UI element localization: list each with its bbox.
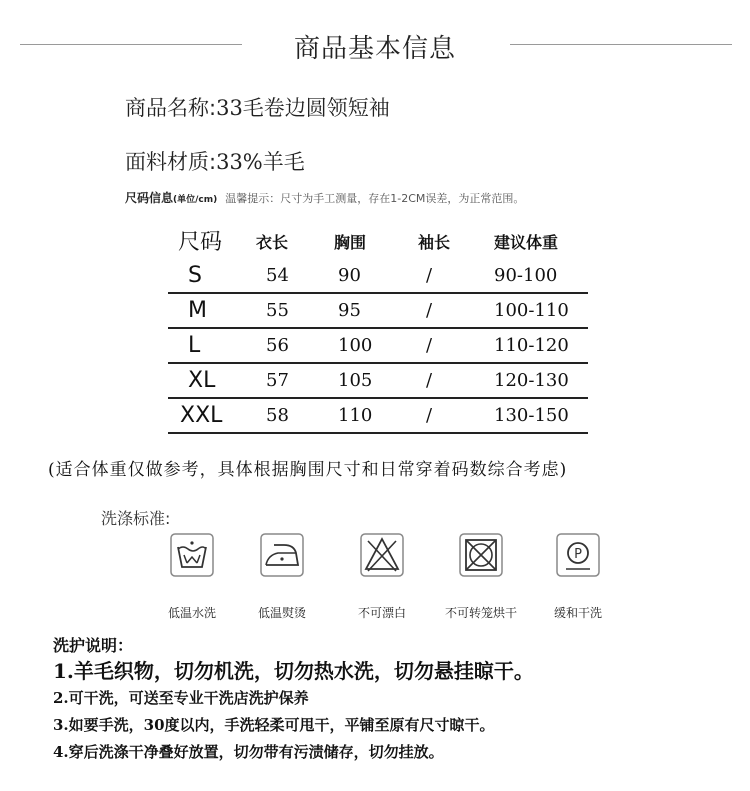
fabric-row (125, 146, 305, 176)
header-length: 衣长 (256, 233, 289, 252)
cell-chest: 105 (338, 370, 373, 391)
weight-note: (适合体重仅做参考，具体根据胸围尺寸和日常穿着码数综合考虑) (48, 460, 568, 480)
no-tumble-dry-label: 不可转笼烘干 (444, 606, 517, 620)
cell-sleeve: / (426, 370, 433, 391)
cell-size: M (188, 298, 207, 323)
low-temp-iron-icon (260, 533, 304, 577)
no-bleach-label: 不可漂白 (357, 606, 406, 620)
header-weight: 建议体重 (494, 233, 559, 252)
fabric-value: 33%羊毛 (216, 150, 305, 174)
cell-chest: 90 (338, 265, 361, 286)
washing-title: 洗涤标准: (101, 509, 171, 528)
cell-chest: 95 (338, 300, 361, 321)
care-line-1: 1.羊毛织物，切勿机洗，切勿热水洗，切勿悬挂晾干。 (53, 659, 534, 683)
cell-length: 56 (266, 335, 289, 356)
care-title: 洗护说明： (53, 636, 134, 655)
header-size: 尺码 (178, 230, 223, 255)
low-temp-iron-label: 低温熨烫 (257, 606, 306, 620)
gentle-dry-clean-label: 缓和干洗 (553, 606, 602, 620)
cell-sleeve: / (426, 405, 433, 426)
cell-length: 55 (266, 300, 289, 321)
cell-length: 57 (266, 370, 289, 391)
table-row (168, 399, 588, 434)
care-line-4: 4.穿后洗涤干净叠好放置，切勿带有污渍储存，切勿挂放。 (53, 743, 444, 761)
low-temp-wash-label: 低温水洗 (167, 606, 216, 620)
svg-text:P: P (574, 547, 582, 562)
table-row (168, 294, 588, 329)
care-line-3: 3.如要手洗，30度以内，手洗轻柔可甩干，平铺至原有尺寸晾干。 (53, 716, 495, 734)
page-title: 商品基本信息 (293, 34, 456, 64)
cell-size: L (188, 333, 201, 358)
header-sleeve: 袖长 (418, 233, 451, 252)
no-bleach-icon (360, 533, 404, 577)
cell-sleeve: / (426, 335, 433, 356)
product-name-label: 商品名称: (125, 96, 217, 120)
cell-weight: 100-110 (494, 300, 569, 321)
no-tumble-dry-icon (459, 533, 503, 577)
size-table-header (168, 226, 588, 259)
cell-chest: 110 (338, 405, 373, 426)
low-temp-wash-icon (170, 533, 214, 577)
cell-weight: 120-130 (494, 370, 569, 391)
fabric-label: 面料材质: (125, 150, 217, 174)
table-row (168, 329, 588, 364)
size-info-label: 尺码信息 (125, 191, 174, 205)
cell-weight: 90-100 (494, 265, 558, 286)
product-name-row (125, 92, 390, 122)
table-row (168, 364, 588, 399)
size-info-tip: 温馨提示：尺寸为手工测量，存在1-2CM误差，为正常范围。 (225, 192, 525, 205)
table-row (168, 259, 588, 294)
size-info-heading (125, 189, 524, 206)
cell-size: XXL (180, 403, 223, 428)
cell-chest: 100 (338, 335, 373, 356)
cell-size: XL (188, 368, 216, 393)
cell-length: 54 (266, 265, 289, 286)
cell-weight: 110-120 (494, 335, 569, 356)
cell-sleeve: / (426, 265, 433, 286)
cell-weight: 130-150 (494, 405, 569, 426)
product-name-value: 33毛卷边圆领短袖 (216, 96, 390, 120)
gentle-dry-clean-icon (556, 533, 600, 577)
size-info-unit: (单位/cm) (173, 195, 218, 205)
header-chest: 胸围 (334, 233, 367, 252)
care-line-2: 2.可干洗，可送至专业干洗店洗护保养 (53, 689, 309, 707)
cell-size: S (188, 263, 202, 288)
cell-length: 58 (266, 405, 289, 426)
cell-sleeve: / (426, 300, 433, 321)
